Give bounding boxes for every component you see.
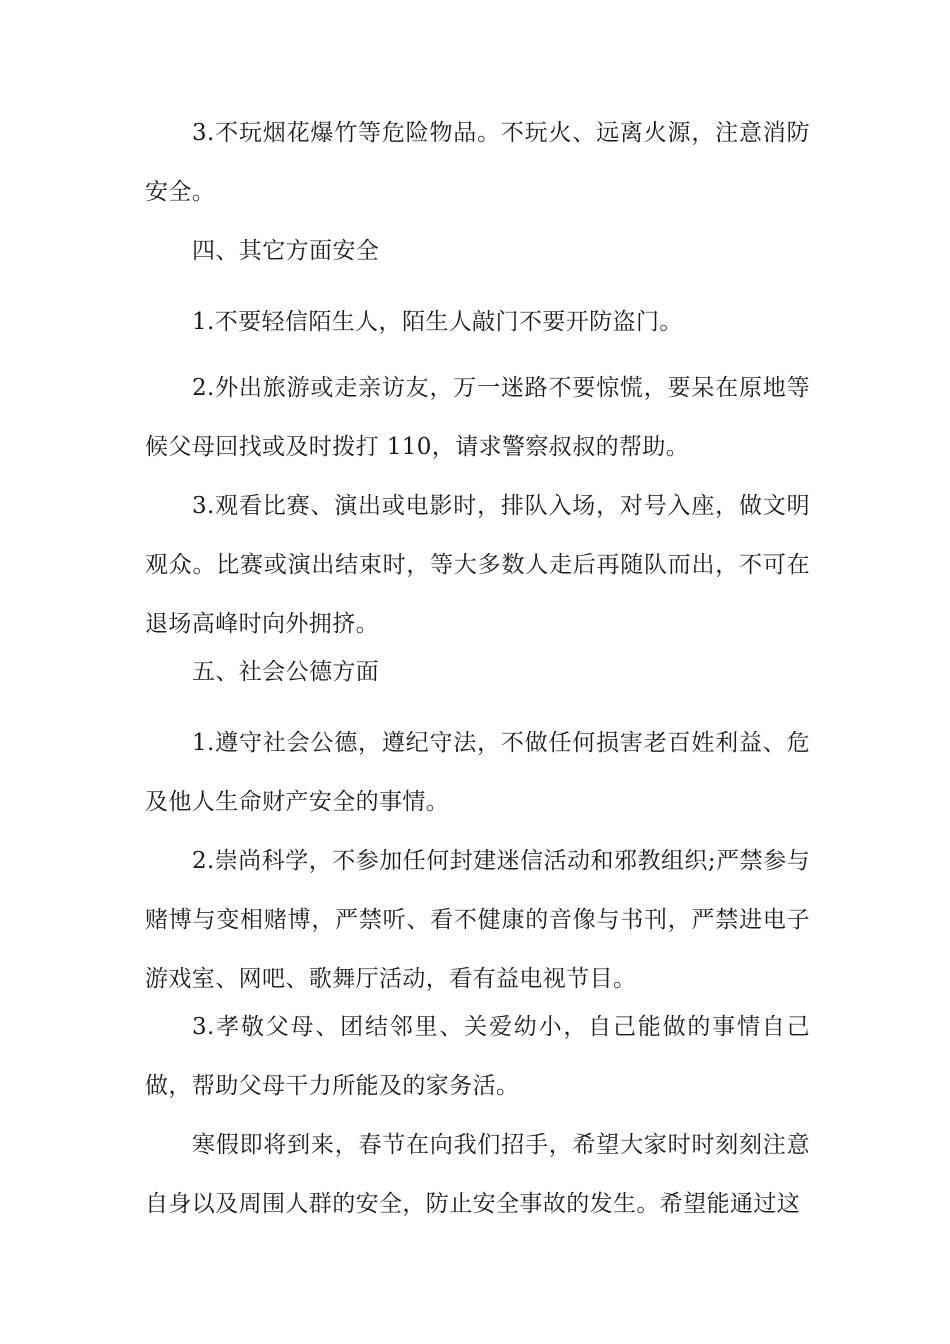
paragraph-science: 2.崇尚科学，不参加任何封建迷信活动和邪教组织;严禁参与赌博与变相赌博，严禁听、看不健康的音像与书刊，严禁进电子游戏室、网吧、歌舞厅活动，看有益电视节目。 <box>145 848 810 992</box>
paragraph-events-queue: 3.观看比赛、演出或电影时，排队入场，对号入座，做文明观众。比赛或演出结束时，等大多数人走后再随队而出，不可在退场高峰时向外拥挤。 <box>145 493 810 637</box>
paragraph-law-abiding: 1.遵守社会公德，遵纪守法，不做任何损害老百姓利益、危及他人生命财产安全的事情。 <box>145 730 810 815</box>
section-heading-social-ethics: 五、社会公德方面 <box>192 659 380 685</box>
paragraph-closing: 寒假即将到来，春节在向我们招手，希望大家时时刻刻注意自身以及周围人群的安全，防止安全事故的发生。希望能通过这 <box>145 1132 810 1217</box>
paragraph-fireworks-safety: 3.不玩烟花爆竹等危险物品。不玩火、远离火源，注意消防安全。 <box>145 120 810 205</box>
paragraph-travel-lost: 2.外出旅游或走亲访友，万一迷路不要惊慌，要呆在原地等候父母回找或及时拨打 110，请求警察叔叔的帮助。 <box>145 375 810 460</box>
paragraph-strangers: 1.不要轻信陌生人，陌生人敲门不要开防盗门。 <box>192 309 683 335</box>
paragraph-filial-piety: 3.孝敬父母、团结邻里、关爱幼小，自己能做的事情自己做，帮助父母干力所能及的家务活。 <box>145 1014 810 1099</box>
section-heading-other-safety: 四、其它方面安全 <box>192 238 380 264</box>
